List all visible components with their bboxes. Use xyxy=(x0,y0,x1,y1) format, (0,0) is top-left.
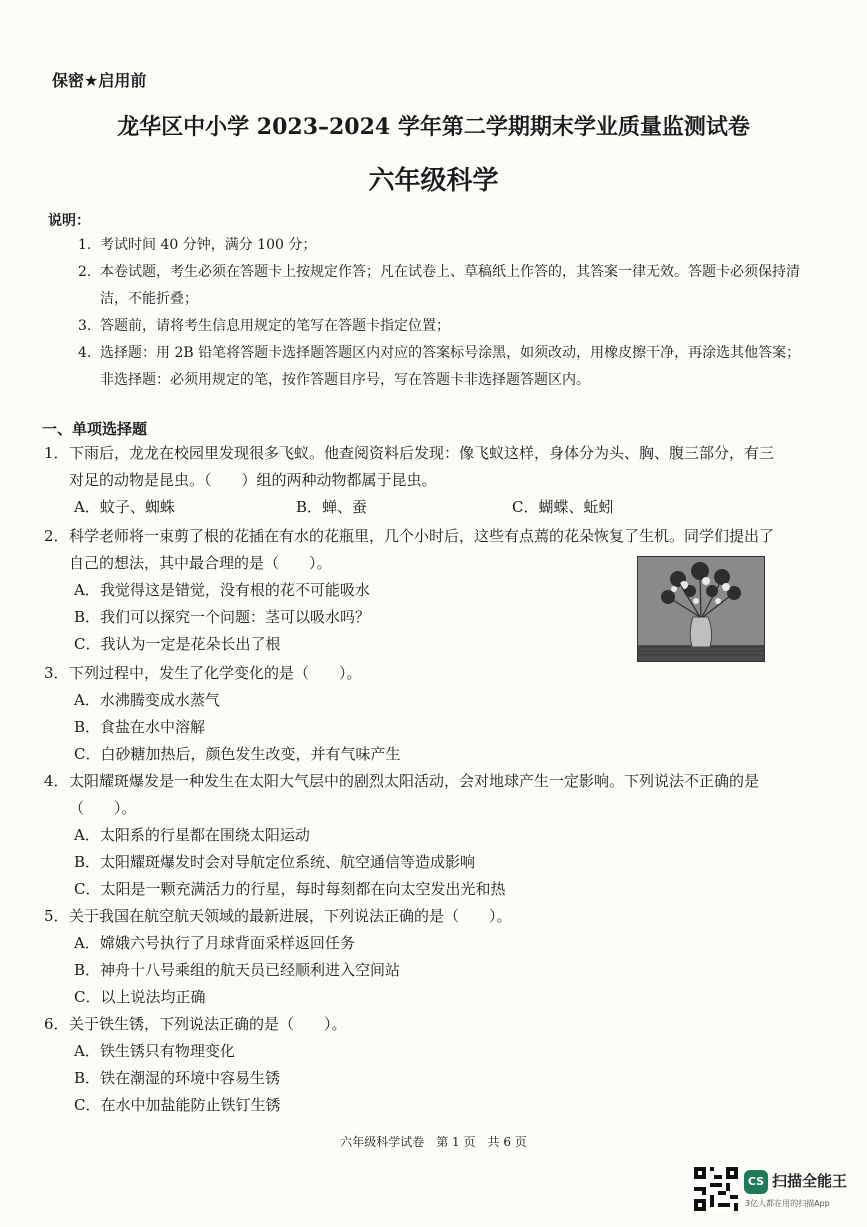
option-a: A．太阳系的行星都在围绕太阳运动 xyxy=(74,826,310,844)
question-text: 下雨后，龙龙在校园里发现很多飞蚁。他查阅资料后发现：像飞蚁这样，身体分为头、胸、腹三部分，有三对足的动物是昆虫。（ ）组的两种动物都属于昆虫。 xyxy=(69,444,775,489)
question-1 xyxy=(44,440,774,494)
question-number: 5． xyxy=(44,907,69,925)
option-c: C．太阳是一颗充满活力的行星，每时每刻都在向太空发出光和热 xyxy=(74,880,506,898)
option-b: B．食盐在水中溶解 xyxy=(74,718,206,736)
camscanner-tagline: 3亿人都在用的扫描App xyxy=(745,1199,830,1208)
option-a: A．蚊子、蜘蛛 xyxy=(74,498,175,516)
instruction-num: 1. xyxy=(78,237,92,253)
instruction-item xyxy=(78,259,802,313)
question-number: 2． xyxy=(44,527,69,545)
qr-code-icon xyxy=(694,1167,738,1211)
flower-vase-illustration xyxy=(638,557,764,661)
option-a: A．水沸腾变成水蒸气 xyxy=(74,691,220,709)
instruction-item xyxy=(78,313,802,340)
instructions-heading: 说明： xyxy=(48,213,90,229)
instruction-text: 考试时间 40 分钟，满分 100 分； xyxy=(100,237,317,253)
instruction-item xyxy=(78,232,802,259)
option-b: B．神舟十八号乘组的航天员已经顺利进入空间站 xyxy=(74,961,401,979)
option-c: C．蝴蝶、蚯蚓 xyxy=(512,498,614,516)
question-text: 科学老师将一束剪了根的花插在有水的花瓶里，几个小时后，这些有点蔫的花朵恢复了生机。同学们提出了自己的想法，其中最合理的是（ ）。 xyxy=(69,527,775,572)
camscanner-name: 扫描全能王 xyxy=(772,1172,848,1190)
page-footer: 六年级科学试卷 第 1 页 共 6 页 xyxy=(340,1135,527,1149)
flower-vase-photo xyxy=(637,556,765,662)
question-number: 4． xyxy=(44,772,69,790)
instruction-num: 3. xyxy=(78,318,92,334)
camscanner-logo: CS xyxy=(744,1170,768,1194)
option-a: A．铁生锈只有物理变化 xyxy=(74,1042,235,1060)
option-b: B．我们可以探究一个问题：茎可以吸水吗？ xyxy=(74,608,371,626)
option-c: C．白砂糖加热后，颜色发生改变，并有气味产生 xyxy=(74,745,401,763)
option-c: C．我认为一定是花朵长出了根 xyxy=(74,635,281,653)
question-6 xyxy=(44,1011,774,1038)
instruction-num: 2. xyxy=(78,264,92,280)
option-a: A．我觉得这是错觉，没有根的花不可能吸水 xyxy=(74,581,370,599)
instruction-text: 本卷试题，考生必须在答题卡上按规定作答；凡在试卷上、草稿纸上作答的，其答案一律无效。答题卡必须保持清洁，不能折叠； xyxy=(100,264,800,307)
instruction-item xyxy=(78,340,802,394)
question-text: 关于铁生锈，下列说法正确的是（ ）。 xyxy=(69,1015,347,1033)
question-number: 6． xyxy=(44,1015,69,1033)
qr-code-graphic xyxy=(694,1167,738,1211)
section-heading: 一、单项选择题 xyxy=(42,420,148,438)
option-c: C．在水中加盐能防止铁钉生锈 xyxy=(74,1096,281,1114)
option-c: C．以上说法均正确 xyxy=(74,988,206,1006)
question-3 xyxy=(44,660,774,687)
question-4 xyxy=(44,768,774,822)
question-5 xyxy=(44,903,774,930)
instruction-text: 答题前，请将考生信息用规定的笔写在答题卡指定位置； xyxy=(100,318,450,334)
question-text: 关于我国在航空航天领域的最新进展，下列说法正确的是（ ）。 xyxy=(69,907,512,925)
exam-subtitle: 六年级科学 xyxy=(368,166,499,196)
option-a: A．嫦娥六号执行了月球背面采样返回任务 xyxy=(74,934,355,952)
question-number: 1． xyxy=(44,444,69,462)
option-b: B．蝉、蚕 xyxy=(296,498,368,516)
option-b: B．铁在潮湿的环境中容易生锈 xyxy=(74,1069,281,1087)
confidential-label: 保密★启用前 xyxy=(52,71,147,90)
option-b: B．太阳耀斑爆发时会对导航定位系统、航空通信等造成影响 xyxy=(74,853,476,871)
question-text: 下列过程中，发生了化学变化的是（ ）。 xyxy=(69,664,362,682)
question-number: 3． xyxy=(44,664,69,682)
instruction-text: 选择题：用 2B 铅笔将答题卡选择题答题区内对应的答案标号涂黑，如须改动，用橡皮擦干净，再涂选其他答案；非选择题：必须用规定的笔，按作答题目序号，写在答题卡非选择题答题区内。 xyxy=(100,345,801,388)
instruction-num: 4. xyxy=(78,345,92,361)
question-text: 太阳耀斑爆发是一种发生在太阳大气层中的剧烈太阳活动，会对地球产生一定影响。下列说法不正确的是（ ）。 xyxy=(69,772,760,817)
exam-title: 龙华区中小学 2023–2024 学年第二学期期末学业质量监测试卷 xyxy=(117,114,750,140)
